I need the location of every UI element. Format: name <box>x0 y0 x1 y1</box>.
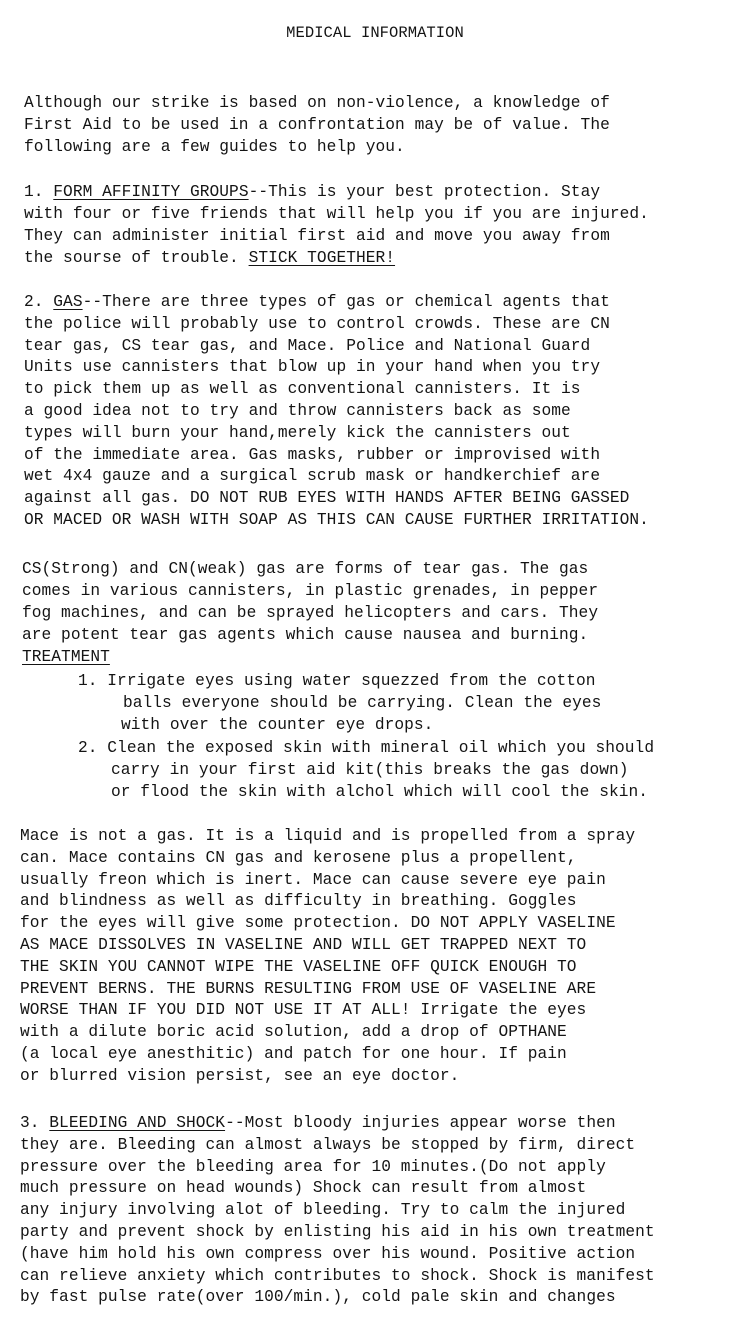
text-line: First Aid to be used in a confrontation may be of value. The <box>24 116 610 134</box>
text-line: a good idea not to try and throw cannisters back as some <box>24 401 571 420</box>
treatment-item <box>78 737 654 803</box>
text-line: 1. FORM AFFINITY GROUPS--This is your best protection. Stay <box>24 183 601 201</box>
text-line: the police will probably use to control crowds. These are CN <box>24 314 610 333</box>
text-line: or flood the skin with alchol which will cool the skin. <box>111 783 649 801</box>
text-line: following are a few guides to help you. <box>24 138 405 156</box>
text-line: 2. GAS--There are three types of gas or chemical agents that <box>24 293 610 311</box>
text-line: WORSE THAN IF YOU DID NOT USE IT AT ALL! Irrigate the eyes <box>20 1001 587 1020</box>
text-line: 3. BLEEDING AND SHOCK--Most bloody injuries appear worse then <box>20 1114 616 1132</box>
text-line: are potent tear gas agents which cause nausea and burning. <box>22 626 589 644</box>
text-line: PREVENT BERNS. THE BURNS RESULTING FROM USE OF VASELINE ARE <box>20 979 597 998</box>
intro-paragraph <box>24 92 610 158</box>
text-line: OR MACED OR WASH WITH SOAP AS THIS CAN CAUSE FURTHER IRRITATION. <box>24 510 649 529</box>
text-line: and blindness as well as difficulty in breathing. Goggles <box>20 892 577 911</box>
item-number: 1. <box>78 672 98 690</box>
text-line: can. Mace contains CN gas and kerosene plus a propellent, <box>20 848 577 867</box>
text-line: Units use cannisters that blow up in your hand when you try <box>24 358 601 377</box>
text-line: any injury involving alot of bleeding. Try to calm the injured <box>20 1201 626 1220</box>
text-line: much pressure on head wounds) Shock can result from almost <box>20 1179 587 1198</box>
text-line: (a local eye anesthitic) and patch for one hour. If pain <box>20 1044 567 1063</box>
treatment-heading: TREATMENT <box>22 648 110 666</box>
text-line: they are. Bleeding can almost always be stopped by firm, direct <box>20 1135 636 1154</box>
text-line: Although our strike is based on non-violence, a knowledge of <box>24 94 610 112</box>
text-line: usually freon which is inert. Mace can cause severe eye pain <box>20 870 606 889</box>
text-line: They can administer initial first aid and move you away from <box>24 227 610 245</box>
text-line: tear gas, CS tear gas, and Mace. Police and National Guard <box>24 336 591 355</box>
text-line: carry in your first aid kit(this breaks the gas down) <box>111 761 629 779</box>
section-number: 1. <box>24 183 54 201</box>
text-line: can relieve anxiety which contributes to shock. Shock is manifest <box>20 1266 655 1285</box>
text-line: with over the counter eye drops. <box>121 716 434 734</box>
text-line: the sourse of trouble. STICK TOGETHER! <box>24 249 396 267</box>
text-line: with four or five friends that will help you if you are injured. <box>24 205 649 223</box>
section-bleeding-shock <box>20 1113 655 1309</box>
emphasis-text: STICK TOGETHER! <box>248 249 396 267</box>
section-number: 2. <box>24 293 54 311</box>
item-number: 2. <box>78 739 98 757</box>
text-line: wet 4x4 gauze and a surgical scrub mask or handkerchief are <box>24 467 601 486</box>
text-line: balls everyone should be carrying. Clean the eyes <box>123 694 602 712</box>
mace-paragraph <box>20 826 635 1088</box>
text-line: 2. Clean the exposed skin with mineral oil which you should <box>78 739 655 757</box>
page-title: MEDICAL INFORMATION <box>286 24 464 42</box>
text-line: fog machines, and can be sprayed helicopters and cars. They <box>22 604 599 622</box>
tear-gas-paragraph <box>22 558 598 668</box>
text-line: party and prevent shock by enlisting his aid in his own treatment <box>20 1222 655 1241</box>
treatment-item <box>78 670 601 736</box>
text-line: of the immediate area. Gas masks, rubber or improvised with <box>24 445 601 464</box>
text-line: pressure over the bleeding area for 10 minutes.(Do not apply <box>20 1157 606 1176</box>
text-line: CS(Strong) and CN(weak) gas are forms of tear gas. The gas <box>22 560 589 578</box>
section-heading: FORM AFFINITY GROUPS <box>53 183 249 201</box>
text-line: or blurred vision persist, see an eye doctor. <box>20 1066 460 1085</box>
section-heading: BLEEDING AND SHOCK <box>49 1114 226 1132</box>
section-number: 3. <box>20 1114 50 1132</box>
text-line: 1. Irrigate eyes using water squezzed from the cotton <box>78 672 596 690</box>
text-line: to pick them up as well as conventional cannisters. It is <box>24 380 581 399</box>
text-line: for the eyes will give some protection. DO NOT APPLY VASELINE <box>20 914 616 933</box>
text-line: (have him hold his own compress over his wound. Positive action <box>20 1244 636 1263</box>
text-line: comes in various cannisters, in plastic grenades, in pepper <box>22 582 599 600</box>
section-gas <box>24 292 649 532</box>
section-affinity-groups <box>24 181 649 269</box>
text-line: with a dilute boric acid solution, add a drop of OPTHANE <box>20 1023 567 1042</box>
text-line: THE SKIN YOU CANNOT WIPE THE VASELINE OFF QUICK ENOUGH TO <box>20 957 577 976</box>
text-line: Mace is not a gas. It is a liquid and is propelled from a spray <box>20 827 636 845</box>
text-line: AS MACE DISSOLVES IN VASELINE AND WILL GET TRAPPED NEXT TO <box>20 935 587 954</box>
text-line: by fast pulse rate(over 100/min.), cold pale skin and changes <box>20 1288 616 1307</box>
text-line: types will burn your hand,merely kick the cannisters out <box>24 423 571 442</box>
section-heading: GAS <box>53 293 83 311</box>
text-line: against all gas. DO NOT RUB EYES WITH HANDS AFTER BEING GASSED <box>24 489 630 508</box>
